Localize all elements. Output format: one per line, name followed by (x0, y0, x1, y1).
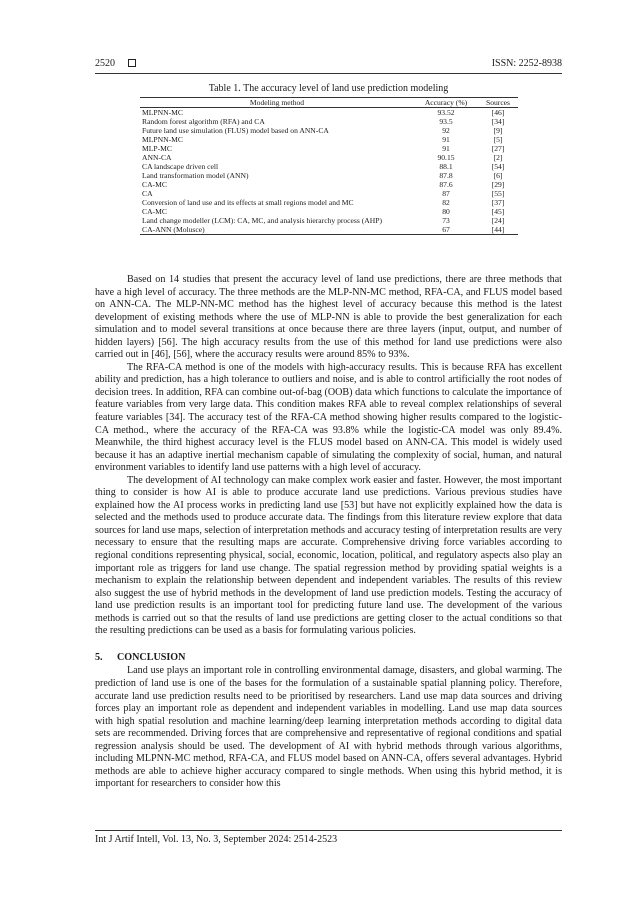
cell-method: MLPNN-MC (142, 135, 183, 144)
column-header-accuracy: Accuracy (%) (414, 98, 478, 108)
table-header-row (140, 98, 518, 108)
journal-issn: ISSN: 2252-8938 (491, 58, 562, 69)
cell-accuracy: 87 (442, 189, 450, 198)
cell-accuracy: 80 (442, 207, 450, 216)
column-header-sources: Sources (478, 98, 518, 108)
paragraph: Based on 14 studies that present the accuracy level of land use predictions, there are three methods that have a high level of accuracy. The three methods are the MLP-NN-MC method, RFA-CA, and FLUS model based on ANN-CA. The MLP-NN-MC method has the highest level of accuracy because this method is the latest development of existing methods where the use of MLP-NN is able to provide the best generalization for each simulation and to model several transitions at once because there are three layers (input, output, and number of hidden layers) [56]. The high accuracy results from the use of this method for land use predictions were also carried out in [46], [56], where the accuracy results were around 85% to 93%. (95, 274, 562, 361)
table-row (140, 189, 518, 198)
cell-method: Conversion of land use and its effects at small regions model and MC (142, 198, 354, 207)
article-body (95, 274, 562, 791)
table-body (140, 108, 518, 235)
header-divider (95, 73, 562, 74)
cell-accuracy: 93.5 (439, 117, 453, 126)
cell-source: [29] (491, 180, 505, 189)
cell-source: [55] (491, 189, 505, 198)
table-row (140, 153, 518, 162)
square-icon (128, 59, 136, 67)
cell-method: Land change modeller (LCM): CA, MC, and analysis hierarchy process (AHP) (142, 216, 382, 225)
accuracy-table (140, 97, 518, 235)
cell-method: Future land use simulation (FLUS) model based on ANN-CA (142, 126, 329, 135)
cell-method: CA-MC (142, 207, 167, 216)
cell-source: [44] (478, 225, 518, 235)
cell-accuracy: 67 (414, 225, 478, 235)
column-header-method: Modeling method (140, 98, 414, 108)
cell-accuracy: 82 (442, 198, 450, 207)
cell-method: ANN-CA (142, 153, 172, 162)
page-header (95, 57, 562, 71)
table-row (140, 135, 518, 144)
section-number: 5. (95, 651, 103, 663)
cell-source: [5] (493, 135, 503, 144)
table-row (140, 108, 518, 118)
cell-source: [6] (493, 171, 503, 180)
table-row (140, 144, 518, 153)
cell-accuracy: 87.8 (439, 171, 453, 180)
footer-divider (95, 830, 562, 831)
cell-accuracy: 88.1 (439, 162, 453, 171)
cell-accuracy: 91 (442, 144, 450, 153)
table-row (140, 198, 518, 207)
cell-source: [2] (493, 153, 503, 162)
table-row (140, 162, 518, 171)
cell-source: [54] (491, 162, 505, 171)
cell-accuracy: 73 (442, 216, 450, 225)
cell-accuracy: 93.52 (437, 108, 455, 117)
cell-source: [46] (491, 108, 505, 117)
table-row (140, 207, 518, 216)
page-number: 2520 (95, 58, 115, 69)
table-row (140, 225, 518, 235)
table-row (140, 171, 518, 180)
cell-method: CA (142, 189, 153, 198)
table-row (140, 117, 518, 126)
cell-method: CA-MC (142, 180, 167, 189)
cell-source: [37] (491, 198, 505, 207)
cell-method: Land transformation model (ANN) (142, 171, 249, 180)
section-title: CONCLUSION (117, 651, 186, 663)
table-caption: Table 1. The accuracy level of land use prediction modeling (208, 83, 449, 94)
cell-accuracy: 90.15 (437, 153, 455, 162)
table-row (140, 180, 518, 189)
cell-accuracy: 92 (442, 126, 450, 135)
section-heading (95, 652, 562, 665)
cell-source: [9] (493, 126, 503, 135)
cell-method: CA landscape driven cell (142, 162, 219, 171)
paragraph: The RFA-CA method is one of the models with high-accuracy results. This is because RFA has excellent ability and prediction, has a high tolerance to outliers and noise, and is able to control artificially the root nodes of decision trees. In addition, RFA can combine out-of-bag (OOB) data which functions to calculate the importance of feature variables from very large data. This condition makes RFA able to reveal complex relationships of several feature variables [34]. The accuracy test of the RFA-CA method showing higher results compared to the logistic-CA method., where the accuracy of the RFA-CA was 93.8% while the logistic-CA model was only 89.4%. Meanwhile, the third highest accuracy level is the FLUS model based on ANN-CA. This model is widely used because it has an adaptive inertial mechanism capable of simulating the complexity of social, human, and natural environment variables to identify land use patterns with a high level of accuracy. (95, 361, 562, 474)
cell-accuracy: 91 (442, 135, 450, 144)
cell-accuracy: 87.6 (439, 180, 453, 189)
paragraph: The development of AI technology can make complex work easier and faster. However, the most important thing to consider is how AI is able to produce accurate land use predictions. Various previous studies have explained how the AI process works in predicting land use [53] but have not explicitly explained how the data is selected and the methods used to produce accurate data. The findings from this literature review explore that data sources for land use maps, selection of interpretation methods and accuracy testing of interpretation results are very necessary to ensure that the resulting maps are accurate. Comprehensive driving force variables according to regional conditions representing physical, social, economic, location, political, and regulatory aspects also play an important role as triggers for land use change. The spatial regression method by providing spatial weights is a mechanism to explain the relationship between dependent and independent variables. The results of this review also suggest the use of hybrid methods in the development of land use prediction models. Testing the accuracy of land use prediction results is an important tool for predicting future land use. The development of the various methods is carried out so that the results of land use predictions are getting closer to the actual conditions so that the resulting predictions can be used as a basis for formulating various policies. (95, 474, 562, 637)
cell-method: MLP-MC (142, 144, 172, 153)
table-row (140, 216, 518, 225)
cell-method: Random forest algorithm (RFA) and CA (142, 117, 265, 126)
cell-source: [45] (491, 207, 505, 216)
cell-method: MLPNN-MC (142, 108, 183, 117)
cell-source: [27] (491, 144, 505, 153)
table-row (140, 126, 518, 135)
paragraph: Land use plays an important role in controlling environmental damage, disasters, and global warming. The prediction of land use is one of the bases for the formulation of a sustainable spatial planning policy. Therefore, accurate land use prediction results need to be prioritised by researchers. Land use map data sources and driving forces play an important role as dependent and independent variables in modelling. Land use map data sources with high spatial resolution and machine learning/deep learning interpretation methods according to digital data sets are recommended. Driving forces that are comprehensive and representative of regional conditions and spatial regression analysis should be used. The development of AI with hybrid methods through various algorithms, including MLPNN-MC method, RFA-CA, and FLUS model based on ANN-CA, offers several advantages. Hybrid methods are able to achieve higher accuracy compared to single methods. When using this hybrid method, it is important for researchers to consider how this (95, 665, 562, 790)
footer-citation: Int J Artif Intell, Vol. 13, No. 3, September 2024: 2514-2523 (95, 834, 338, 845)
cell-source: [24] (491, 216, 505, 225)
cell-method: CA-ANN (Molusce) (140, 225, 414, 235)
cell-source: [34] (491, 117, 505, 126)
